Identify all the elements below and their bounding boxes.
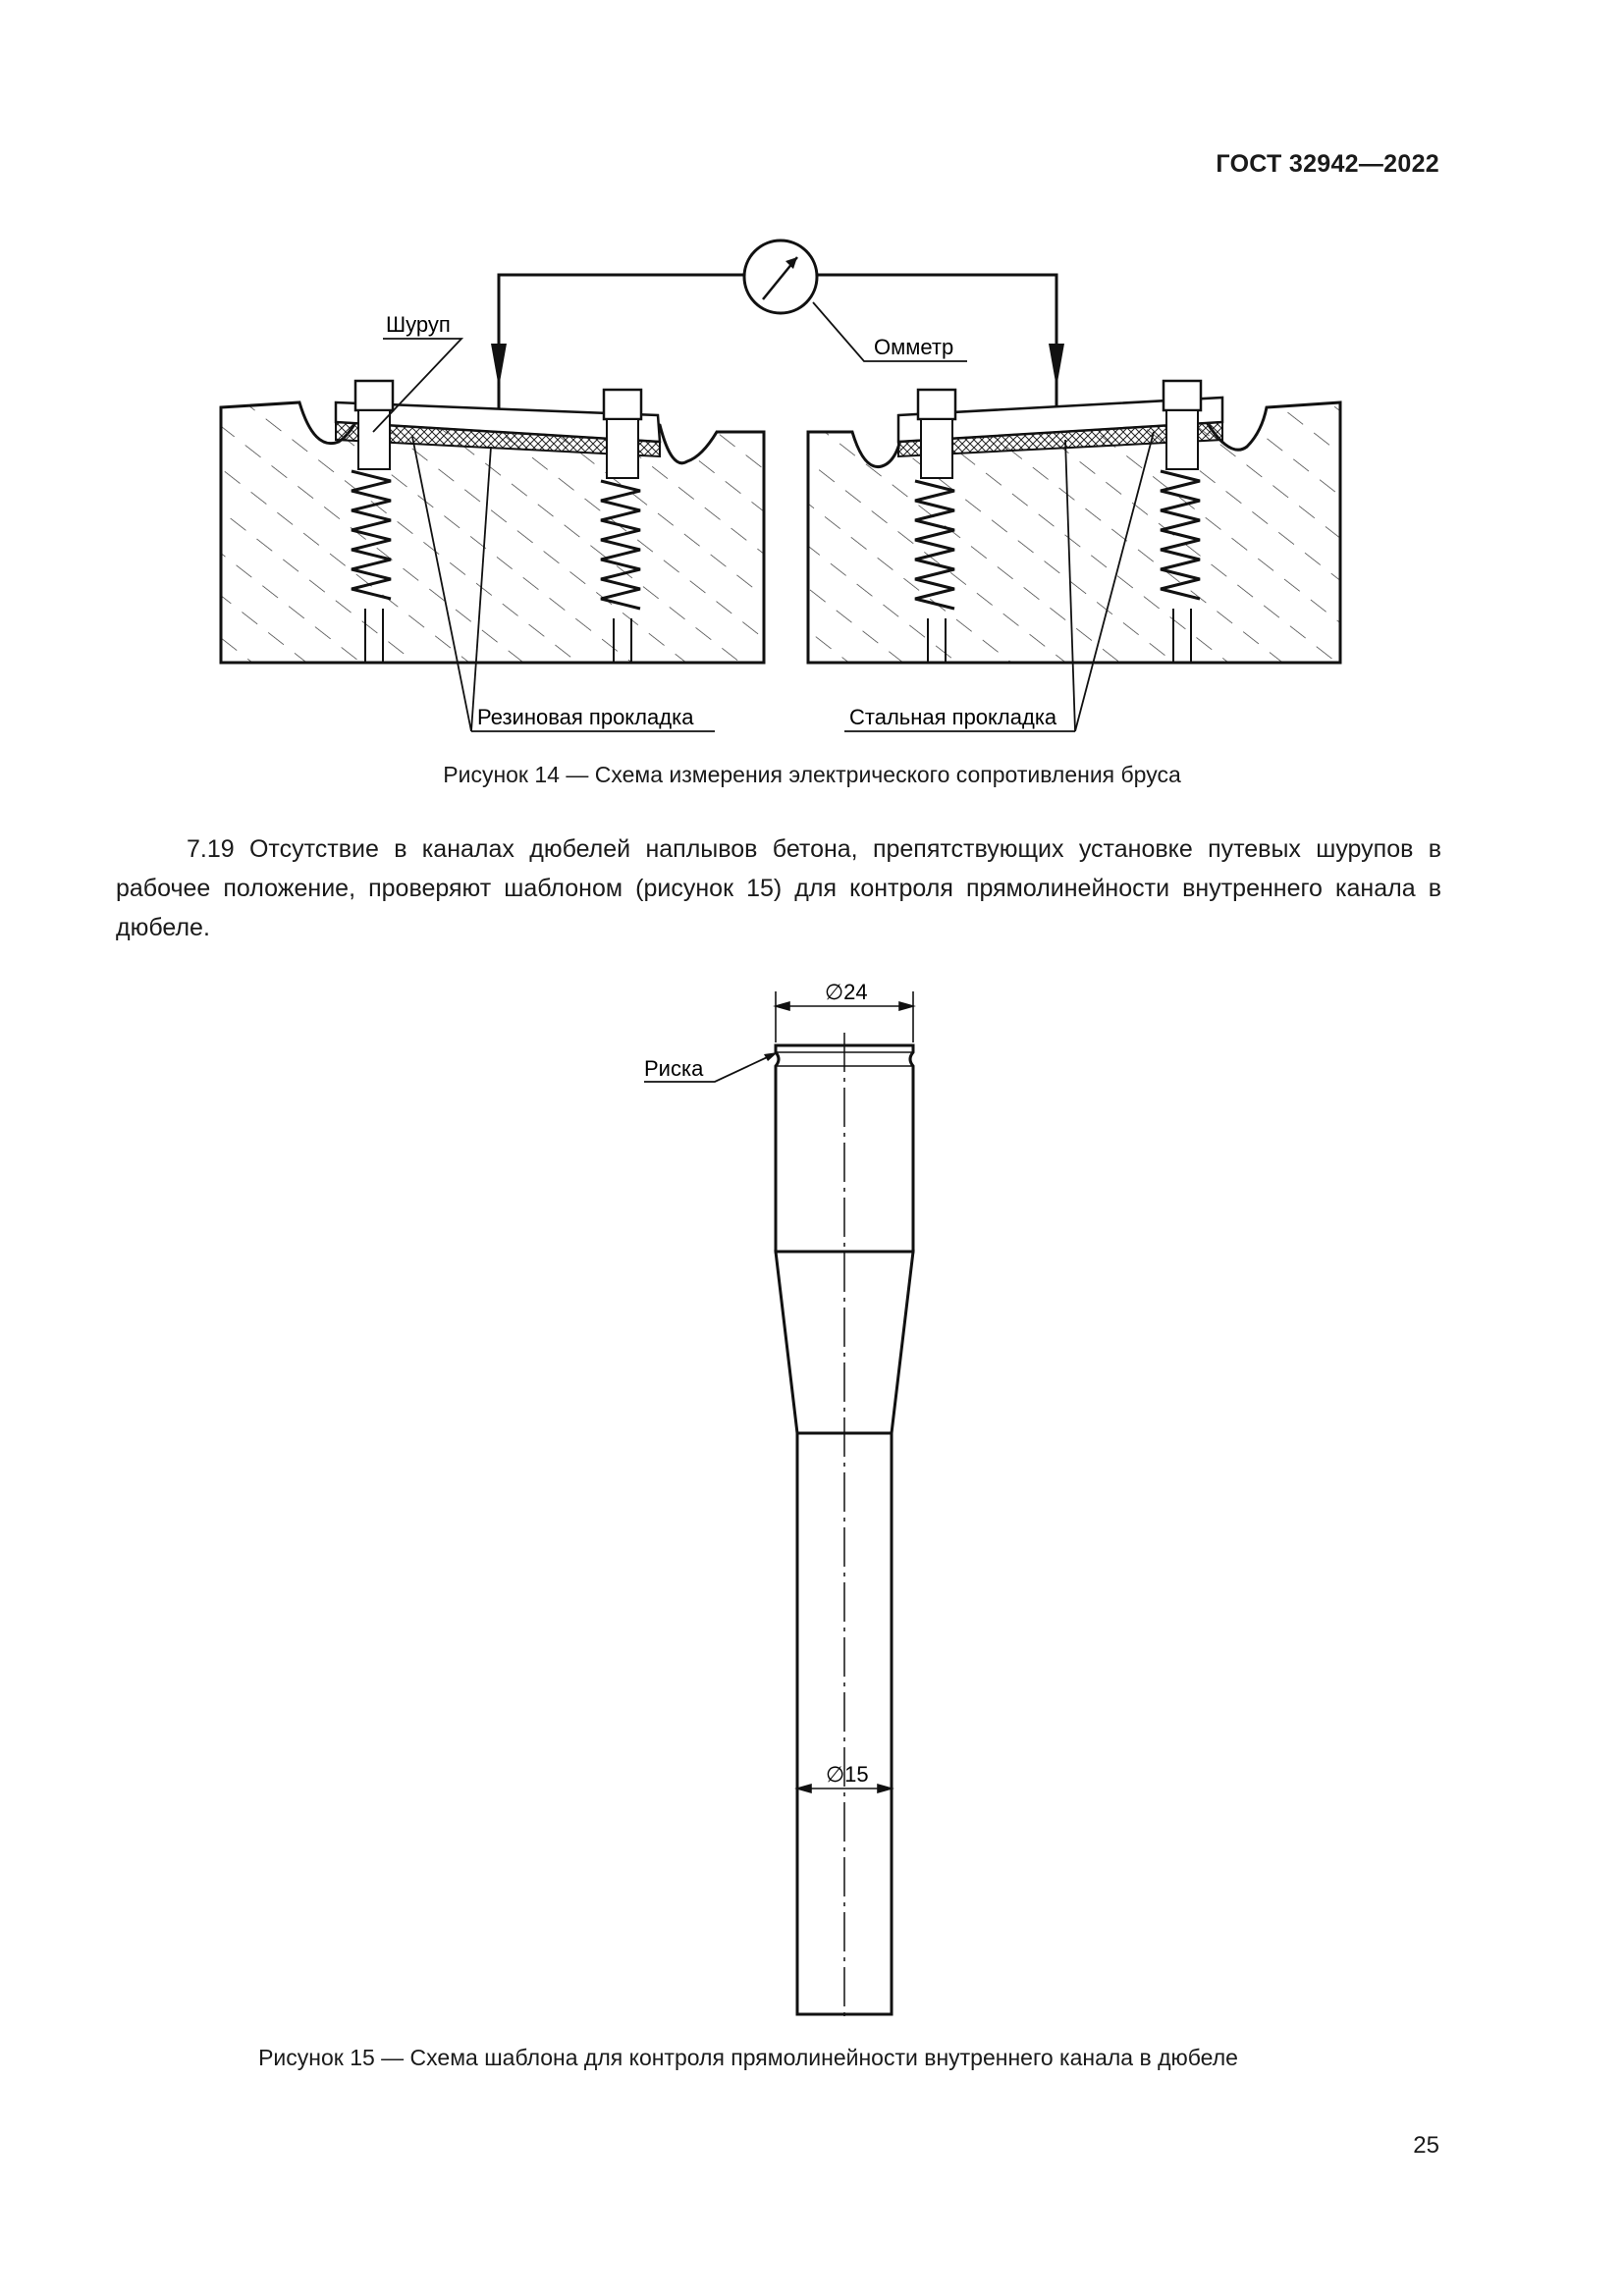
paragraph-text: 7.19 Отсутствие в каналах дюбелей наплывов бетона, препятствующих установке путевых шурупов в рабочее положение, проверяют шаблоном (рисунок 15) для контроля прямолинейности внутреннего канала в дюбеле. bbox=[116, 835, 1441, 941]
page-number: 25 bbox=[1413, 2132, 1439, 2159]
label-mark: Риска bbox=[644, 1056, 704, 1081]
label-screw: Шуруп bbox=[386, 312, 451, 337]
label-steel-pad: Стальная прокладка bbox=[849, 705, 1057, 729]
label-rubber-pad: Резиновая прокладка bbox=[477, 705, 694, 729]
figure-15-caption: Рисунок 15 — Схема шаблона для контроля прямолинейности внутреннего канала в дюбеле bbox=[258, 2045, 1238, 2070]
label-d15: ∅15 bbox=[826, 1762, 869, 1787]
document-code: ГОСТ 32942—2022 bbox=[1216, 150, 1439, 178]
label-d24: ∅24 bbox=[825, 980, 868, 1004]
label-ohmmeter: Омметр bbox=[874, 335, 954, 359]
figure-14-caption: Рисунок 14 — Схема измерения электрического сопротивления бруса bbox=[443, 762, 1181, 787]
